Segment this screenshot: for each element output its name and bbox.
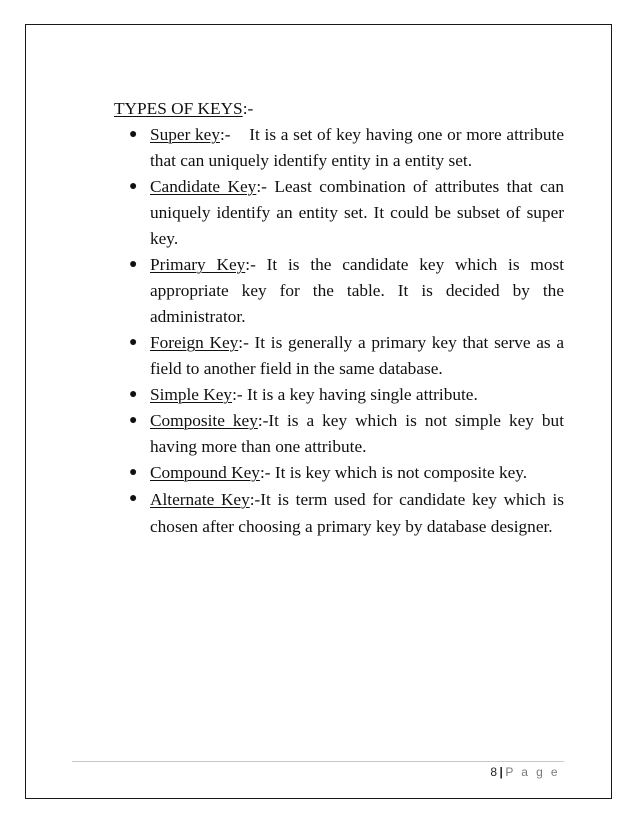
- key-term: Compound Key: [150, 463, 260, 482]
- section-heading-suffix: :-: [242, 99, 254, 118]
- page-number: 8: [490, 765, 498, 779]
- key-definition: :-It is term used for candidate key which is chosen after choosing a primary key by database designer.: [150, 490, 564, 536]
- section-heading-title: TYPES OF KEYS: [114, 99, 243, 118]
- key-definition: :- It is a set of key having one or more attribute that can uniquely identify entity in a entity set.: [150, 125, 569, 170]
- key-term: Alternate Key: [150, 490, 250, 509]
- page-content: [114, 96, 569, 540]
- bullet-icon: ●: [129, 335, 138, 350]
- footer-divider: [72, 761, 564, 762]
- list-item: [114, 252, 564, 330]
- bullet-icon: ●: [129, 387, 138, 402]
- key-definition: :- It is a key having single attribute.: [232, 385, 478, 404]
- list-item: [114, 174, 564, 252]
- list-item: [114, 460, 564, 486]
- page-label: P a g e: [505, 765, 560, 779]
- key-term: Candidate Key: [150, 177, 257, 196]
- key-definition: :- It is key which is not composite key.: [259, 463, 528, 482]
- footer-separator: |: [499, 765, 504, 779]
- key-definition: :- It is generally a primary key that serve as a field to another field in the same database.: [150, 333, 564, 378]
- section-heading: [114, 96, 564, 122]
- key-definition: :- Least combination of attributes that can uniquely identify an entity set. It could be subset of super key.: [150, 177, 564, 248]
- key-term: Super key: [150, 125, 220, 144]
- key-definition: :-It is a key which is not simple key but having more than one attribute.: [150, 411, 564, 456]
- key-term: Foreign Key: [150, 333, 239, 352]
- bullet-icon: ●: [129, 491, 138, 506]
- list-item: [114, 408, 564, 460]
- list-item: [114, 122, 569, 174]
- key-definition: :- It is the candidate key which is most appropriate key for the table. It is decided by the administrator.: [150, 255, 564, 326]
- list-item: [114, 330, 564, 382]
- key-term: Composite key: [150, 411, 258, 430]
- key-term: Primary Key: [150, 255, 246, 274]
- page-footer: [490, 765, 560, 779]
- bullet-icon: ●: [129, 179, 138, 194]
- bullet-icon: ●: [129, 257, 138, 272]
- bullet-icon: ●: [129, 127, 138, 142]
- bullet-icon: ●: [129, 413, 138, 428]
- bullet-icon: ●: [129, 465, 138, 480]
- key-types-list: [114, 122, 569, 540]
- list-item: [114, 382, 564, 408]
- list-item: [114, 486, 564, 540]
- key-term: Simple Key: [150, 385, 233, 404]
